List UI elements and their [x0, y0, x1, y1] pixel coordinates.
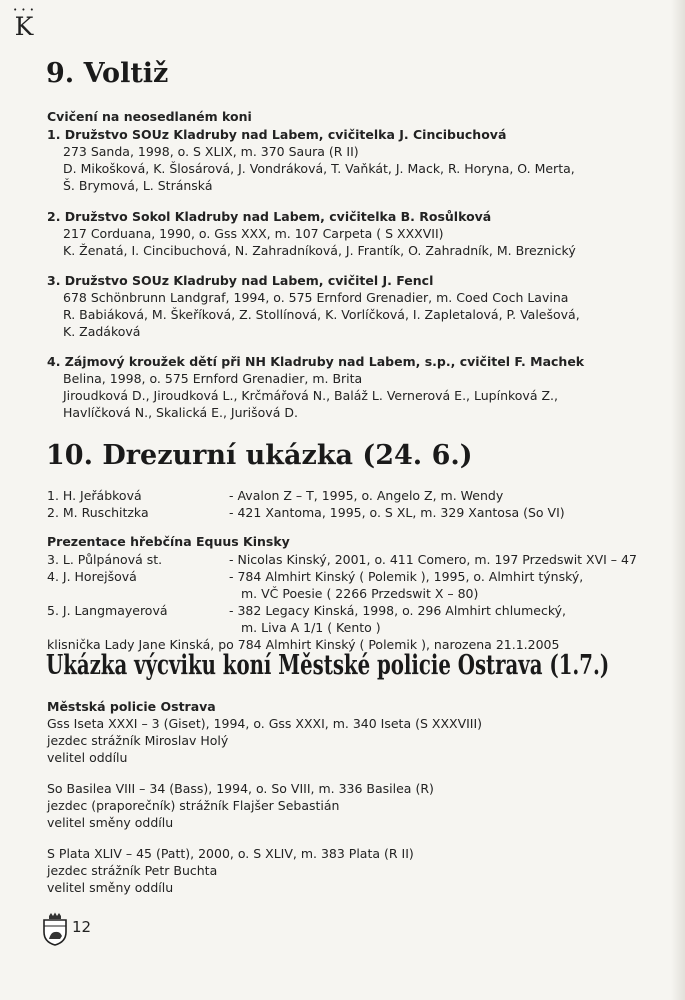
entry-line: K. Zadáková — [63, 324, 141, 339]
kinsky-heading: Prezentace hřebčína Equus Kinsky — [47, 534, 290, 549]
horse-info: - 784 Almhirt Kinský ( Polemik ), 1995, o. Almhirt týnský, — [229, 569, 584, 584]
entry-heading: 4. Zájmový kroužek dětí při NH Kladruby nad Labem, s.p., cvičitel F. Machek — [47, 354, 585, 369]
rider-name: 4. J. Horejšová — [47, 569, 137, 584]
police-rider: jezdec (praporečník) strážník Flajšer Sebastián — [47, 798, 340, 813]
entry-line: Š. Brymová, L. Stránská — [63, 178, 213, 193]
entry-heading: 3. Družstvo SOUz Kladruby nad Labem, cvičitel J. Fencl — [47, 273, 434, 288]
page-number: 12 — [72, 918, 92, 936]
police-role: velitel směny oddílu — [47, 815, 174, 830]
entry-heading: 2. Družstvo Sokol Kladruby nad Labem, cvičitelka B. Rosůlková — [47, 209, 492, 224]
rider-name: 3. L. Půlpánová st. — [47, 552, 163, 567]
police-subtitle: Městská policie Ostrava — [47, 699, 216, 714]
horse-info: - 382 Legacy Kinská, 1998, o. 296 Almhirt chlumecký, — [229, 603, 566, 618]
entry-line: 678 Schönbrunn Landgraf, 1994, o. 575 Ernford Grenadier, m. Coed Coch Lavina — [63, 290, 569, 305]
foal-note: klisnička Lady Jane Kinská, po 784 Almhirt Kinský ( Polemik ), narozena 21.1.2005 — [47, 637, 560, 652]
horse-info: - 421 Xantoma, 1995, o. S XL, m. 329 Xantosa (So VI) — [229, 505, 565, 520]
logo-letter: K — [14, 12, 34, 41]
section-title-drezura: 10. Drezurní ukázka (24. 6.) — [46, 440, 473, 471]
entry-line: R. Babiáková, M. Škeříková, Z. Stollínová, K. Vorlíčková, I. Zapletalová, P. Valešová, — [63, 307, 580, 322]
police-rider: jezdec strážník Miroslav Holý — [47, 733, 229, 748]
horse-info: - Nicolas Kinský, 2001, o. 411 Comero, m. 197 Przedswit XVI – 47 — [229, 552, 637, 567]
entry-line: D. Mikošková, K. Šlosárová, J. Vondráková, T. Vaňkát, J. Mack, R. Horyna, O. Merta, — [63, 161, 575, 176]
coat-of-arms-icon — [40, 912, 70, 946]
horse-info: - Avalon Z – T, 1995, o. Angelo Z, m. Wendy — [229, 488, 504, 503]
kladruby-logo — [9, 7, 39, 40]
entry-heading: 1. Družstvo SOUz Kladruby nad Labem, cvičitelka J. Cincibuchová — [47, 127, 507, 142]
police-horse: So Basilea VIII – 34 (Bass), 1994, o. So VIII, m. 336 Basilea (R) — [47, 781, 434, 796]
horse-info-cont: m. VČ Poesie ( 2266 Przedswit X – 80) — [241, 586, 479, 601]
entry-line: Belina, 1998, o. 575 Ernford Grenadier, m. Brita — [63, 371, 363, 386]
police-role: velitel oddílu — [47, 750, 128, 765]
page-edge-shadow — [671, 0, 685, 1000]
police-horse: Gss Iseta XXXI – 3 (Giset), 1994, o. Gss XXXI, m. 340 Iseta (S XXXVIII) — [47, 716, 483, 731]
horse-info-cont: m. Liva A 1/1 ( Kento ) — [241, 620, 381, 635]
section-title-voltiz: 9. Voltiž — [46, 58, 169, 89]
section-title-policie: Ukázka výcviku koní Městské policie Ostrava (1.7.) — [46, 650, 610, 681]
logo-dots: • • • — [13, 6, 35, 14]
rider-name: 1. H. Jeřábková — [47, 488, 142, 503]
police-role: velitel směny oddílu — [47, 880, 174, 895]
section-subtitle: Cvičení na neosedlaném koni — [47, 109, 252, 124]
police-horse: S Plata XLIV – 45 (Patt), 2000, o. S XLIV, m. 383 Plata (R II) — [47, 846, 414, 861]
entry-line: 273 Sanda, 1998, o. S XLIX, m. 370 Saura (R II) — [63, 144, 359, 159]
rider-name: 2. M. Ruschitzka — [47, 505, 149, 520]
police-rider: jezdec strážník Petr Buchta — [47, 863, 218, 878]
entry-line: Havlíčková N., Skalická E., Jurišová D. — [63, 405, 298, 420]
entry-line: 217 Corduana, 1990, o. Gss XXX, m. 107 Carpeta ( S XXXVII) — [63, 226, 444, 241]
entry-line: K. Ženatá, I. Cincibuchová, N. Zahradníková, J. Frantík, O. Zahradník, M. Breznický — [63, 243, 576, 258]
entry-line: Jiroudková D., Jiroudková L., Krčmářová N., Baláž L. Vernerová E., Lupínková Z., — [63, 388, 558, 403]
rider-name: 5. J. Langmayerová — [47, 603, 168, 618]
